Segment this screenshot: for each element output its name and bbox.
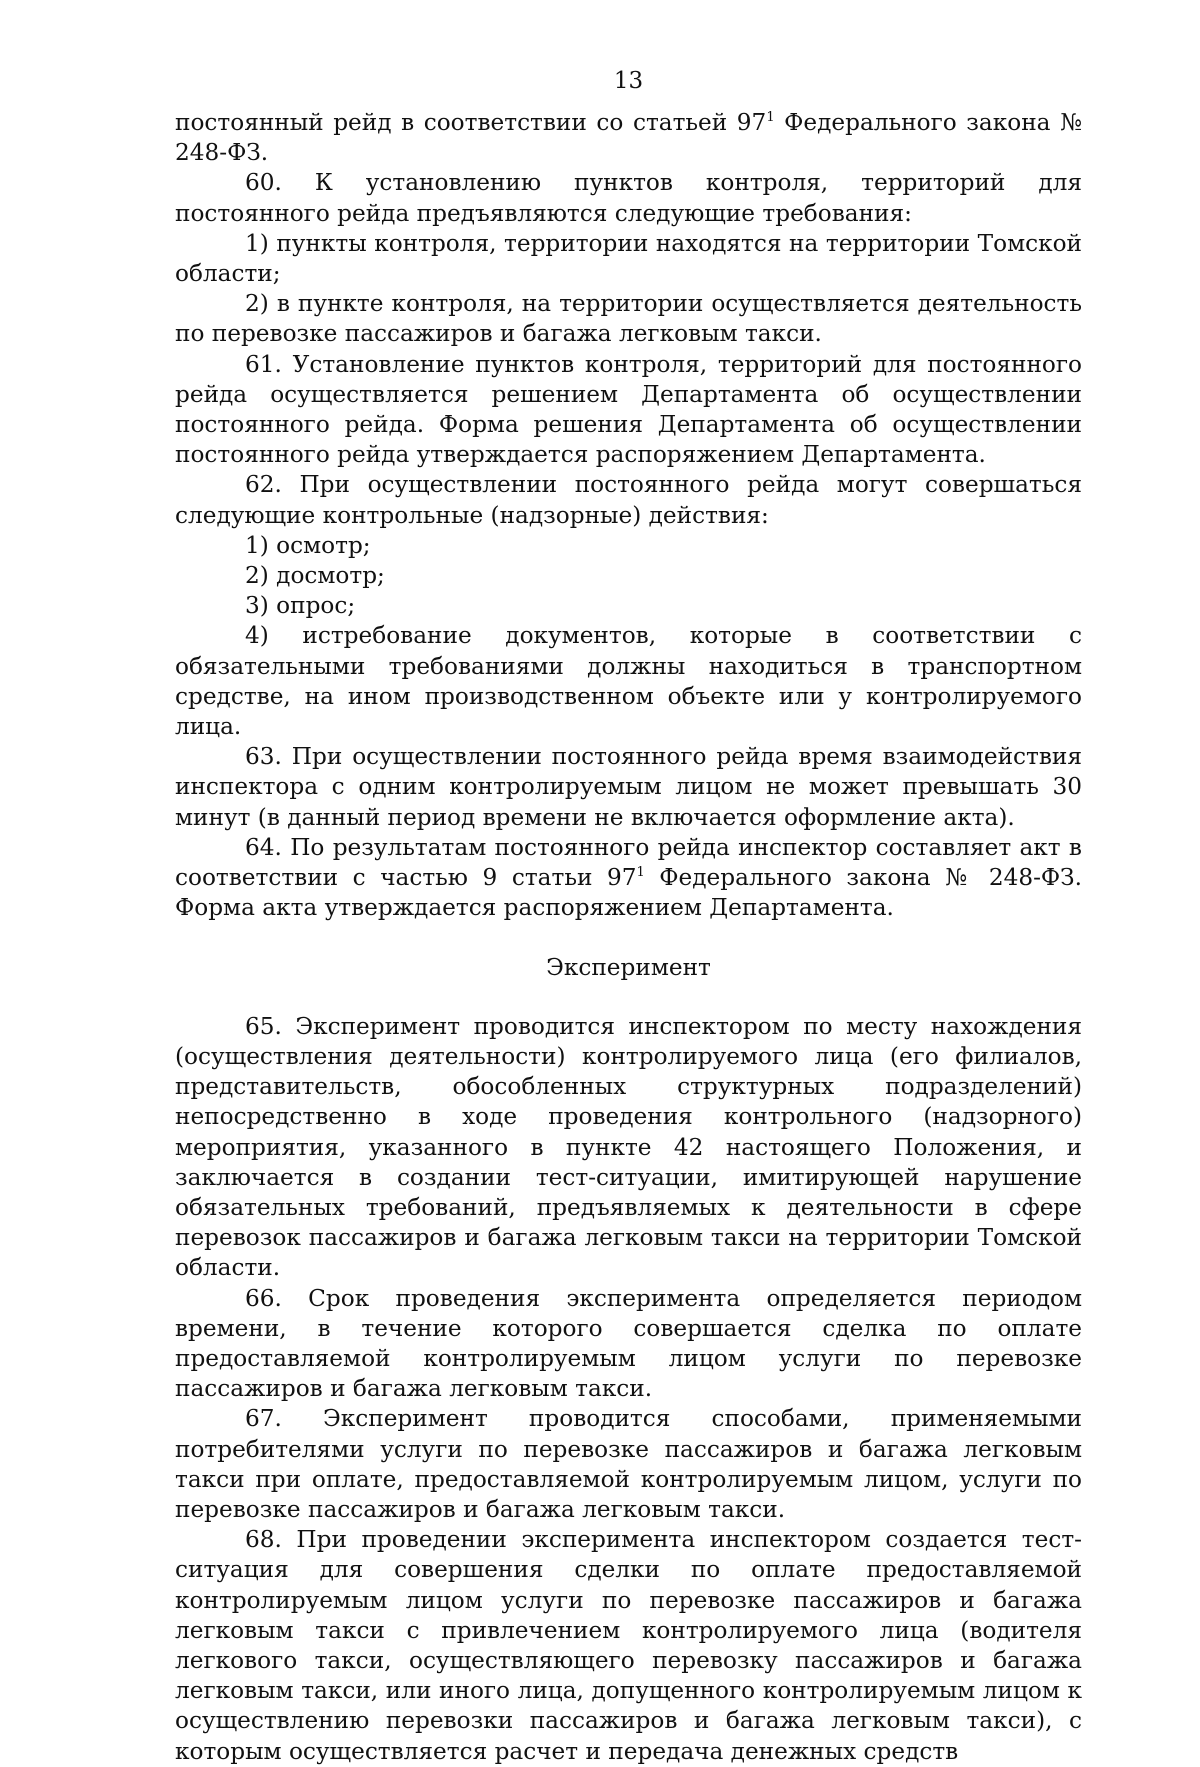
- section-heading: Эксперимент: [546, 954, 711, 982]
- page-number: 13: [613, 68, 644, 94]
- paragraph: 4) истребование документов, которые в соответствии с обязательными требованиями должны находиться в транспортном средстве, на ином производственном объекте или у контролируемого лица.: [175, 622, 1082, 741]
- paragraph: 63. При осуществлении постоянного рейда время взаимодействия инспектора с одним контролируемым лицом не может превышать 30 минут (в данный период времени не включается оформление акта).: [175, 743, 1082, 831]
- paragraph: 67. Эксперимент проводится способами, применяемыми потребителями услуги по перевозке пассажиров и багажа легковым такси при оплате, предоставляемой контролируемым лицом, услуги по перевозке пассажиров и багажа легковым такси.: [175, 1405, 1082, 1523]
- paragraph: 2) в пункте контроля, на территории осуществляется деятельность по перевозке пассажиров и багажа легковым такси.: [175, 290, 1082, 348]
- paragraph: [175, 833, 1082, 924]
- text-segment: 64. По результатам постоянного рейда инспектор составляет акт в соответствии с частью 9 статьи 97: [175, 833, 1082, 892]
- superscript: 1: [636, 865, 645, 881]
- paragraph: 61. Установление пунктов контроля, территорий для постоянного рейда осуществляется решением Департамента об осуществлении постоянного рейда. Форма решения Департамента об осуществлении постоянного рейда утверждается распоряжением Департамента.: [175, 350, 1082, 469]
- paragraph: 65. Эксперимент проводится инспектором по месту нахождения (осуществления деятельности) контролируемого лица (его филиалов, представительств, обособленных структурных подразделений) непосредственно в ходе проведения контрольного (надзорного) мероприятия, указанного в пункте 42 настоящего Положения, и заключается в создании тест-ситуации, имитирующей нарушение обязательных требований, предъявляемых к деятельности в сфере перевозок пассажиров и багажа легковым такси на территории Томской области.: [175, 1012, 1082, 1282]
- document-body: [175, 108, 1082, 1767]
- text-segment: постоянный рейд в соответствии со статьей 97: [175, 109, 767, 136]
- paragraph: 62. При осуществлении постоянного рейда могут совершаться следующие контрольные (надзорные) действия:: [175, 471, 1082, 529]
- text-segment: Федерального закона № 248-ФЗ.: [175, 109, 1082, 167]
- paragraph: [175, 108, 1082, 168]
- text-segment: Федерального закона № 248-ФЗ. Форма акта утверждается распоряжением Департамента.: [175, 864, 1082, 922]
- paragraph: 1) осмотр;: [245, 531, 371, 559]
- paragraph: 60. К установлению пунктов контроля, территорий для постоянного рейда предъявляются следующие требования:: [175, 169, 1082, 227]
- superscript: 1: [766, 110, 775, 125]
- paragraph: 2) досмотр;: [245, 562, 385, 590]
- paragraph: 68. При проведении эксперимента инспектором создается тест-ситуация для совершения сделки по оплате предоставляемой контролируемым лицом услуги по перевозке пассажиров и багажа легковым такси с привлечением контролируемого лица (водителя легкового такси, осуществляющего перевозку пассажиров и багажа легковым такси, или иного лица, допущенного контролируемым лицом к осуществлению перевозки пассажиров и багажа легковым такси), с которым осуществляется расчет и передача денежных средств: [175, 1526, 1082, 1765]
- paragraph: 66. Срок проведения эксперимента определяется периодом времени, в течение которого совершается сделка по оплате предоставляемой контролируемым лицом услуги по перевозке пассажиров и багажа легковым такси.: [175, 1284, 1082, 1403]
- paragraph: 1) пункты контроля, территории находятся на территории Томской области;: [175, 229, 1082, 288]
- paragraph: 3) опрос;: [245, 592, 356, 620]
